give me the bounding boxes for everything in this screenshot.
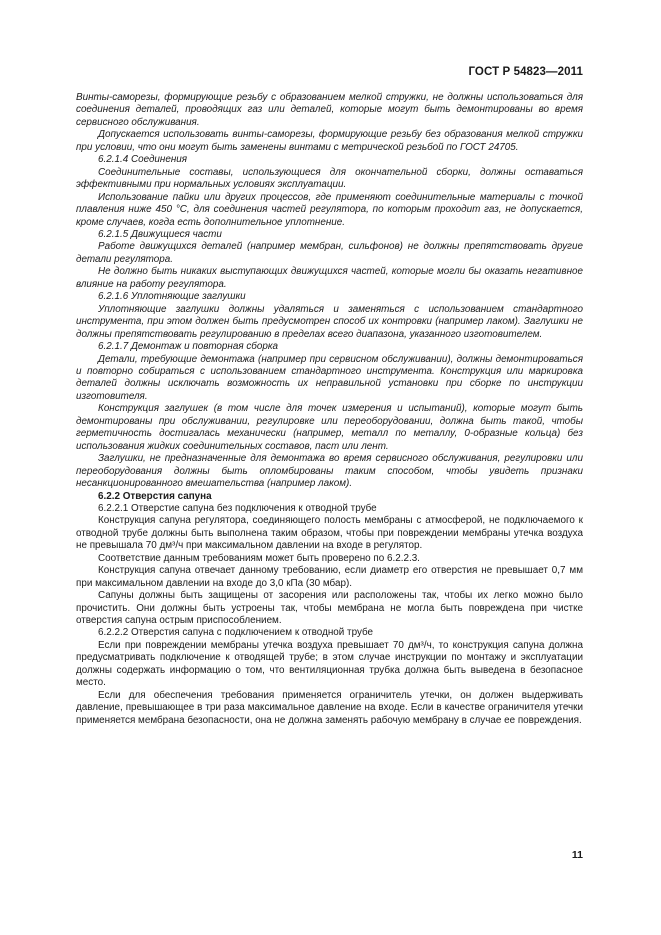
paragraph-air-leak-pipe: Если при повреждении мембраны утечка воздуха превышает 70 дм³/ч, то конструкция сапуна должна предусматривать подключение к отводящей трубе; в этом случае инструкции по монтажу и эксплуатации должны содержать информацию о том, что вентиляционная трубка должна быть выведена в безопасное место. [76,639,583,689]
document-header: ГОСТ Р 54823—2011 [468,66,583,78]
document-body [76,92,583,727]
paragraph-breather-diameter: Конструкция сапуна отвечает данному требованию, если диаметр его отверстия не превышает 0,7 мм при максимальном давлении на входе до 3,0 кПа (30 мбар). [76,565,583,589]
section-heading-breather-holes: 6.2.2 Отверстия сапуна [98,490,212,502]
paragraph-protruding-parts: Не должно быть никаких выступающих движущихся частей, которые могли бы оказать негативное влияние на работу регулятора. [76,266,583,290]
section-heading-breather-with-pipe: 6.2.2.2 Отверстия сапуна с подключением к отводной трубе [98,627,374,639]
paragraph-self-tapping-screws: Винты-саморезы, формирующие резьбу с образованием мелкой стружки, не должны использоваться для соединения деталей, проводящих газ или деталей, которые могут быть демонтированы во время сервисного обслуживания. [76,92,583,128]
paragraph-leak-limiter: Если для обеспечения требования применяется ограничитель утечки, он должен выдерживать давление, превышающее в три раза максимальное давление на входе. Если в качестве ограничителя утечки применяется мембрана безопасности, она не должна заменять рабочую мембрану в случае ее повреждения. [76,689,583,726]
paragraph-moving-parts-work: Работе движущихся деталей (например мембран, сильфонов) не должны препятствовать другие детали регулятора. [76,241,583,265]
section-heading-disassembly: 6.2.1.7 Демонтаж и повторная сборка [98,341,278,353]
paragraph-plugs-sealed: Заглушки, не предназначенные для демонтажа во время сервисного обслуживания, регулировки или переоборудования должны быть опломбированы таким способом, чтобы увидеть признаки несанкционированного вмешательства (например лаком). [76,453,583,490]
paragraph-plug-design: Конструкция заглушек (в том числе для точек измерения и испытаний), которые могут быть демонтированы при обслуживании, регулировке или переоборудовании, должна быть такой, чтобы герметичность достигалась механически (например, металл по металлу, 0-образные кольца) без использования жидких соединительных составов, паст или лент. [76,403,583,452]
paragraph-breather-design: Конструкция сапуна регулятора, соединяющего полость мембраны с атмосферой, не подключаемого к отводной трубе должны быть выполнена таким образом, чтобы при повреждении мембраны утечка воздуха не превышала 70 дм³/ч при максимальном давлении на входе в регулятор. [76,515,583,552]
section-heading-breather-no-pipe: 6.2.2.1 Отверстие сапуна без подключения к отводной трубе [98,502,377,514]
section-heading-moving-parts: 6.2.1.5 Движущиеся части [98,228,222,240]
section-heading-connections: 6.2.1.4 Соединения [98,154,188,166]
page-number: 11 [571,849,583,861]
section-heading-sealing-plugs: 6.2.1.6 Уплотняющие заглушки [98,291,246,303]
paragraph-sealing-plugs: Уплотняющие заглушки должны удаляться и заменяться с использованием стандартного инструмента, при этом должен быть предусмотрен способ их контровки (например лаком). Заглушки не должны препятствовать регулированию в пределах всего диапазона, указанного изготовителем. [76,303,583,340]
paragraph-self-tapping-screws-allowed: Допускается использовать винты-саморезы, формирующие резьбу без образования мелкой стружки при условии, что они могут быть заменены винтами с метрической резьбой по ГОСТ 24705. [76,129,583,153]
paragraph-breather-protection: Сапуны должны быть защищены от засорения или расположены так, чтобы их легко можно было прочистить. Они должны быть устроены так, чтобы мембрана не могла быть повреждена при чистке отверстия сапуна острым приспособлением. [76,590,583,627]
paragraph-connecting-compounds: Соединительные составы, использующиеся для окончательной сборки, должны оставаться эффективными при нормальных условиях эксплуатации. [76,166,583,191]
paragraph-soldering: Использование пайки или других процессов, где применяют соединительные материалы с точкой плавления ниже 450 °С, для соединения частей регулятора, по которым проходит газ, не допускается, кроме случаев, когда есть дополнительное уплотнение. [76,191,583,228]
paragraph-compliance-check: Соответствие данным требованиям может быть проверено по 6.2.2.3. [98,552,420,564]
paragraph-disassembly-parts: Детали, требующие демонтажа (например при сервисном обслуживании), должны демонтироваться и повторно собираться с использованием стандартного инструмента. Конструкция или маркировка деталей должны исключать возможность их неправильной установки при сборке по инструкции изготовителя. [76,353,583,402]
